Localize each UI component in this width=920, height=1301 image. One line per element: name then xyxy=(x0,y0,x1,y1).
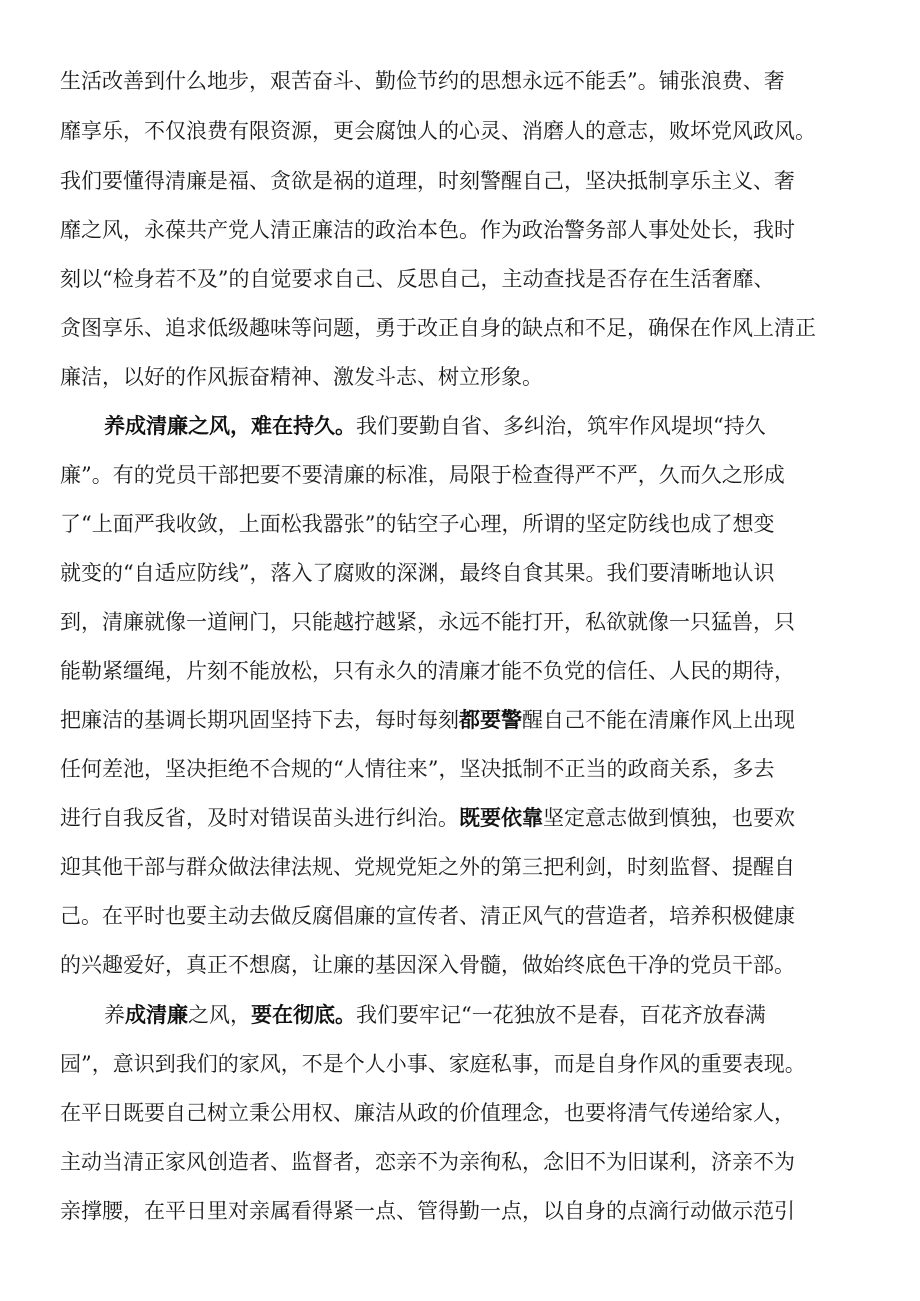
line-text-mid: 之风， xyxy=(188,1003,251,1027)
line-text-tail: 醒自己不能在清廉作风上出现 xyxy=(522,708,795,732)
paragraph-3-line-4 xyxy=(60,1145,795,1179)
paragraph-2-line-3 xyxy=(60,507,774,541)
line-text: 主动当清正家风创造者、监督者，恋亲不为亲徇私，念旧不为旧谋利，济亲不为 xyxy=(60,1150,795,1174)
line-text: 就变的“自适应防线”，落入了腐败的深渊，最终自食其果。我们要清晰地认识 xyxy=(60,561,775,585)
line-text: 进行自我反省，及时对错误苗头进行纠治。 xyxy=(60,806,459,830)
paragraph-2-line-1 xyxy=(104,409,766,443)
line-text: 园”，意识到我们的家风，不是个人小事、家庭私事，而是自身作风的重要表现。 xyxy=(60,1052,806,1076)
line-text: 能勒紧缰绳，片刻不能放松，只有永久的清廉才能不负党的信任、人民的期待， xyxy=(60,659,795,683)
paragraph-2-line-9 xyxy=(60,801,795,835)
line-text: 迎其他干部与群众做法律法规、党规党矩之外的第三把利剑，时刻监督、提醒自 xyxy=(60,855,795,879)
line-text: 把廉洁的基调长期巩固坚持下去，每时每刻 xyxy=(60,708,459,732)
line-text: 在平日既要自己树立秉公用权、廉洁从政的价值理念，也要将清气传递给家人， xyxy=(60,1101,795,1125)
paragraph-2-line-11 xyxy=(60,899,795,933)
paragraph-2-line-4 xyxy=(60,556,774,590)
line-text: 了“上面严我收敛，上面松我嚣张”的钻空子心理，所谓的坚定防线也成了想变 xyxy=(60,512,775,536)
line-text: 到，清廉就像一道闸门，只能越拧越紧，永远不能打开，私欲就像一只猛兽，只 xyxy=(60,610,795,634)
line-text: 贪图享乐、追求低级趣味等问题，勇于改正自身的缺点和不足，确保在作风上清正 xyxy=(60,316,816,340)
paragraph-2-line-5 xyxy=(60,605,795,639)
paragraph-1-line-4 xyxy=(60,213,795,247)
line-text: 养 xyxy=(104,1003,125,1027)
line-text-tail: 坚定意志做到慎独，也要欢 xyxy=(543,806,795,830)
line-text: 任何差池，坚决拒绝不合规的“人情往来”，坚决抵制不正当的政商关系，多去 xyxy=(60,757,775,781)
line-text: 己。在平时也要主动去做反腐倡廉的宣传者、清正风气的营造者，培养积极健康 xyxy=(60,904,795,928)
paragraph-3-line-5 xyxy=(60,1194,795,1228)
paragraph-heading: 成清廉 xyxy=(125,1003,188,1027)
line-text: 刻以“检身若不及”的自觉要求自己、反思自己，主动查找是否存在生活奢靡、 xyxy=(60,267,775,291)
paragraph-2-line-8 xyxy=(60,752,774,786)
line-text: 靡之风，永葆共产党人清正廉洁的政治本色。作为政治警务部人事处处长，我时 xyxy=(60,218,795,242)
emphasis-text: 既要依靠 xyxy=(459,806,543,830)
line-text: 的兴趣爱好，真正不想腐，让廉的基因深入骨髓，做始终底色干净的党员干部。 xyxy=(60,953,795,977)
line-text: 廉”。有的党员干部把要不要清廉的标准，局限于检查得严不严，久而久之形成 xyxy=(60,463,785,487)
paragraph-3-line-2 xyxy=(60,1047,806,1081)
paragraph-3-line-1 xyxy=(104,998,766,1032)
emphasis-text: 都要警 xyxy=(459,708,522,732)
paragraph-1-line-6 xyxy=(60,311,816,345)
line-text: 廉洁，以好的作风振奋精神、激发斗志、树立形象。 xyxy=(60,365,543,389)
paragraph-2-line-7 xyxy=(60,703,795,737)
paragraph-1-line-5 xyxy=(60,262,774,296)
paragraph-1-line-2 xyxy=(60,114,816,148)
paragraph-2-line-6 xyxy=(60,654,795,688)
paragraph-heading-2: 要在彻底。 xyxy=(251,1003,356,1027)
paragraph-1-line-1 xyxy=(60,64,785,98)
line-text: 靡享乐，不仅浪费有限资源，更会腐蚀人的心灵、消磨人的意志，败坏党风政风。 xyxy=(60,119,816,143)
line-text: 我们要勤自省、多纠治，筑牢作风堤坝“持久 xyxy=(356,414,766,438)
paragraph-1-line-3 xyxy=(60,164,795,198)
paragraph-2-line-12 xyxy=(60,948,795,982)
line-text: 生活改善到什么地步，艰苦奋斗、勤俭节约的思想永远不能丢”。铺张浪费、奢 xyxy=(60,69,785,93)
paragraph-1-line-7 xyxy=(60,360,543,394)
paragraph-2-line-10 xyxy=(60,850,795,884)
paragraph-3-line-3 xyxy=(60,1096,795,1130)
line-text: 亲撑腰，在平日里对亲属看得紧一点、管得勤一点，以自身的点滴行动做示范引 xyxy=(60,1199,795,1223)
line-text-tail: 我们要牢记“一花独放不是春，百花齐放春满 xyxy=(356,1003,766,1027)
paragraph-heading: 养成清廉之风，难在持久。 xyxy=(104,414,356,438)
line-text: 我们要懂得清廉是福、贪欲是祸的道理，时刻警醒自己，坚决抵制享乐主义、奢 xyxy=(60,169,795,193)
paragraph-2-line-2 xyxy=(60,458,785,492)
